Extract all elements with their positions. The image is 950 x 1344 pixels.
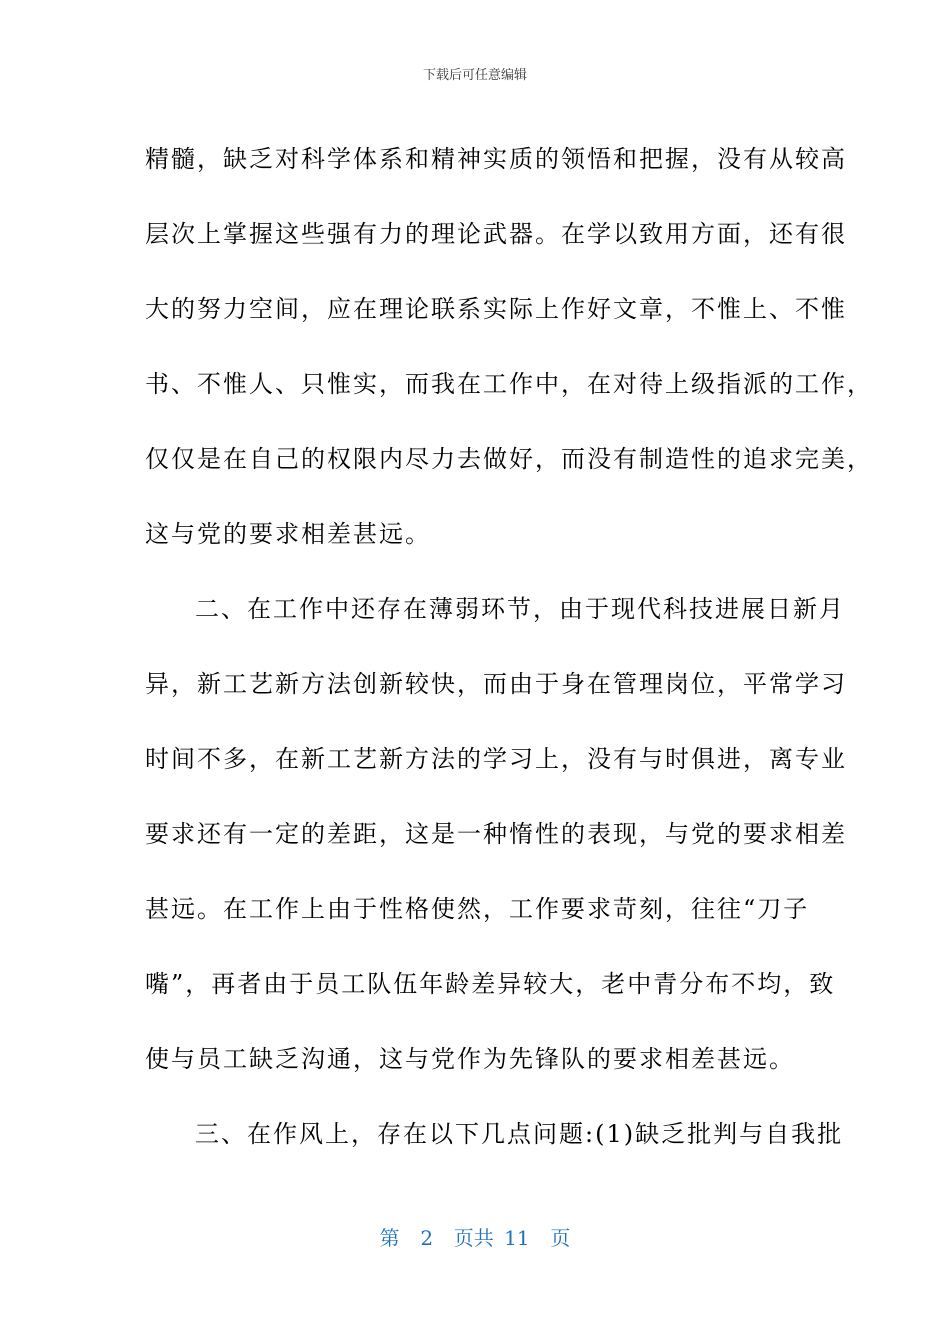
paragraph-start-line: 二、在工作中还存在薄弱环节，由于现代科技进展日新月	[195, 595, 845, 623]
text-line: 异，新工艺新方法创新较快，而由于身在管理岗位，平常学习	[145, 670, 847, 698]
page-header: 下载后可任意编辑	[422, 68, 527, 83]
paragraph-start-line: 三、在作风上，存在以下几点问题:(1)缺乏批判与自我批	[195, 1120, 844, 1148]
text-line: 精髓，缺乏对科学体系和精神实质的领悟和把握，没有从较高	[145, 145, 847, 173]
text-line: 要求还有一定的差距，这是一种惰性的表现，与党的要求相差	[145, 820, 847, 848]
text-line: 层次上掌握这些强有力的理论武器。在学以致用方面，还有很	[145, 220, 847, 248]
text-line: 仅仅是在自己的权限内尽力去做好，而没有制造性的追求完美，	[145, 445, 873, 473]
text-line: 使与员工缺乏沟通，这与党作为先锋队的要求相差甚远。	[145, 1045, 795, 1073]
body-text	[145, 122, 873, 1172]
text-line: 书、不惟人、只惟实，而我在工作中，在对待上级指派的工作，	[145, 370, 873, 398]
text-line: 这与党的要求相差甚远。	[145, 520, 431, 548]
page-number: 第 2 页共 11 页	[379, 1226, 571, 1250]
text-line: 甚远。在工作上由于性格使然，工作要求苛刻，往往“刀子	[145, 895, 810, 923]
text-line: 时间不多，在新工艺新方法的学习上，没有与时俱进，离专业	[145, 745, 847, 773]
page-footer	[0, 1225, 950, 1251]
text-line: 嘴”，再者由于员工队伍年龄差异较大，老中青分布不均，致	[145, 970, 836, 998]
text-line: 大的努力空间，应在理论联系实际上作好文章，不惟上、不惟	[145, 295, 847, 323]
